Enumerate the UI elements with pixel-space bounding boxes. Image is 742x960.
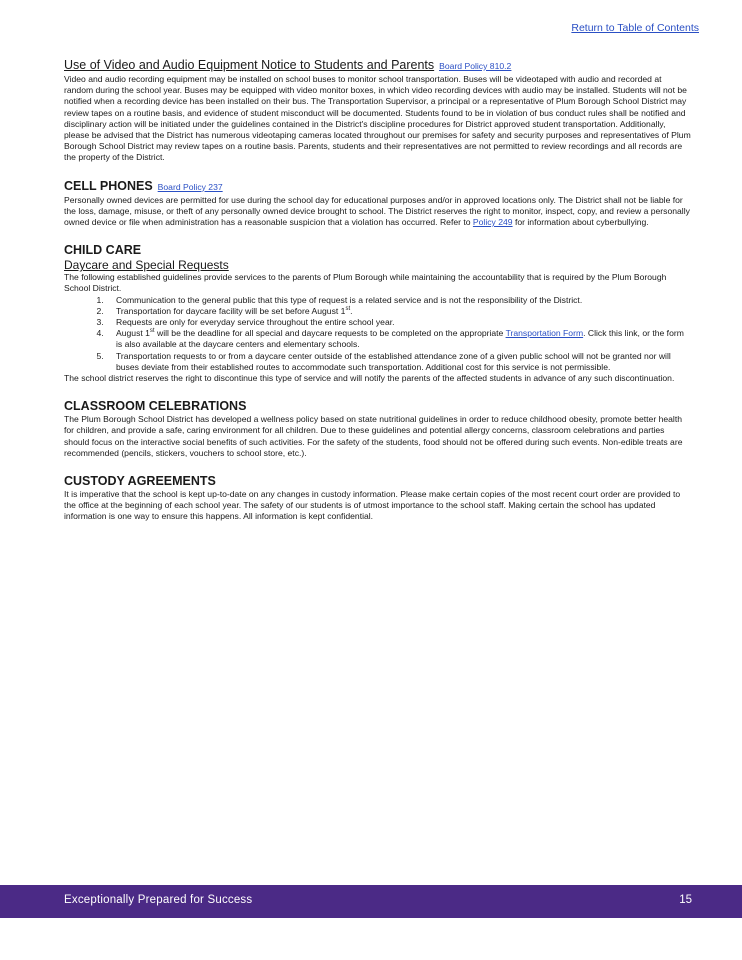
celebrations-title: CLASSROOM CELEBRATIONS xyxy=(64,399,247,414)
return-to-toc-link[interactable]: Return to Table of Contents xyxy=(571,22,699,34)
list-item: 4. August 1st will be the deadline for all special and daycare requests to be completed on the appropriate Transportation Form. Click this link, or the form is also available at the daycare centers and elementary schools. xyxy=(106,328,692,350)
transportation-form-link[interactable]: Transportation Form xyxy=(505,328,584,339)
video-section-text: Video and audio recording equipment may be installed on school buses to monitor school transportation. Buses will be videotaped with audio and recorded at random during the school year. Buses may be equipped with video monitor boxes, in which video recording devices with audio may be installed. Students will not be notified when a recording device has been installed on their bus. The Transportation Supervisor, a principal or a representative of Plum Borough School District may review tapes on a routine basis, and evidence of student misconduct will be documented. Students found to be in violation of bus conduct rules shall be notified and disciplinary action will be initiated under the guidelines contained in the District's discipline procedures for District approved student transportation. Additionally, please be advised that the District has numerous videotaping cameras located throughout our premises for safety and security purposes and representatives of Plum Borough School District may review tapes on a routine basis. Parents, students and their representatives are not permitted to review recordings and all records are the property of the District. xyxy=(64,74,691,163)
cell-phones-policy-link[interactable]: Board Policy 237 xyxy=(157,181,223,192)
list-item: 5. Transportation requests to or from a daycare center outside of the established attendance zone of a given public school will not be granted nor will buses deviate from their established routes to accommodate such transportation. Additional cost for this service is not permissible. xyxy=(106,351,692,373)
video-section xyxy=(64,58,692,164)
daycare-subheading: Daycare and Special Requests xyxy=(64,258,229,273)
page-number: 15 xyxy=(679,894,692,906)
cell-phones-text: Personally owned devices are permitted for use during the school day for educational purposes and/or in approved locations only. The District shall not be liable for the loss, damage, misuse, or theft of any personally owned device brought to school. The District reserves the right to monitor, inspect, copy, and review a personally owned device or file when administration has a reasonable suspicion that a violation has occurred. Refer to Policy 249 for information about cyberbullying. xyxy=(64,194,690,228)
child-care-list xyxy=(64,295,692,373)
custody-section xyxy=(64,474,692,523)
child-care-title: CHILD CARE xyxy=(64,243,142,258)
list-item: 1. Communication to the general public that this type of request is a related service and is not the responsibility of the District. xyxy=(106,295,692,306)
cell-phones-title: CELL PHONES Board Policy 237 xyxy=(64,178,223,193)
footer-tagline: Exceptionally Prepared for Success xyxy=(64,894,253,906)
page-footer xyxy=(0,885,742,918)
child-care-intro: The following established guidelines provide services to the parents of Plum Borough while maintaining the accountability that is required by the Plum Borough School District. xyxy=(64,272,667,294)
cell-phones-section xyxy=(64,179,692,229)
list-item: 2. Transportation for daycare facility will be set before August 1st. xyxy=(106,306,692,317)
child-care-closing: The school district reserves the right to discontinue this type of service and will notify the parents of the affected students in advance of any such discontinuation. xyxy=(64,373,675,384)
custody-text: It is imperative that the school is kept up-to-date on any changes in custody information. Please make certain copies of the most recent court order are provided to the office at the beginning of each school year. The safety of our students is of utmost importance to the school staff. Making certain the school has updated information is one way to ensure this happens. All information is kept confidential. xyxy=(64,489,681,522)
video-policy-link[interactable]: Board Policy 810.2 xyxy=(439,61,512,71)
video-section-title: Use of Video and Audio Equipment Notice to Students and Parents Board Policy 810.2 xyxy=(64,58,512,72)
policy-249-link[interactable]: Policy 249 xyxy=(472,217,513,228)
celebrations-text: The Plum Borough School District has developed a wellness policy based on state nutritional guidelines in order to reduce childhood obesity, promote better health for children, and provide a safe, caring environment for all children. Due to these guidelines and potential allergy concerns, classroom celebrations and parties should focus on the interactive social benefits of such activities. For the safety of the students, food should not be offered during such events. Non-edible treats are recommended (pencils, stickers, vouchers to school store, etc.). xyxy=(64,414,683,458)
custody-title: CUSTODY AGREEMENTS xyxy=(64,474,216,489)
celebrations-section xyxy=(64,399,692,459)
list-item: 3. Requests are only for everyday service throughout the entire school year. xyxy=(106,317,692,328)
page-content xyxy=(64,58,692,538)
child-care-section xyxy=(64,243,692,384)
